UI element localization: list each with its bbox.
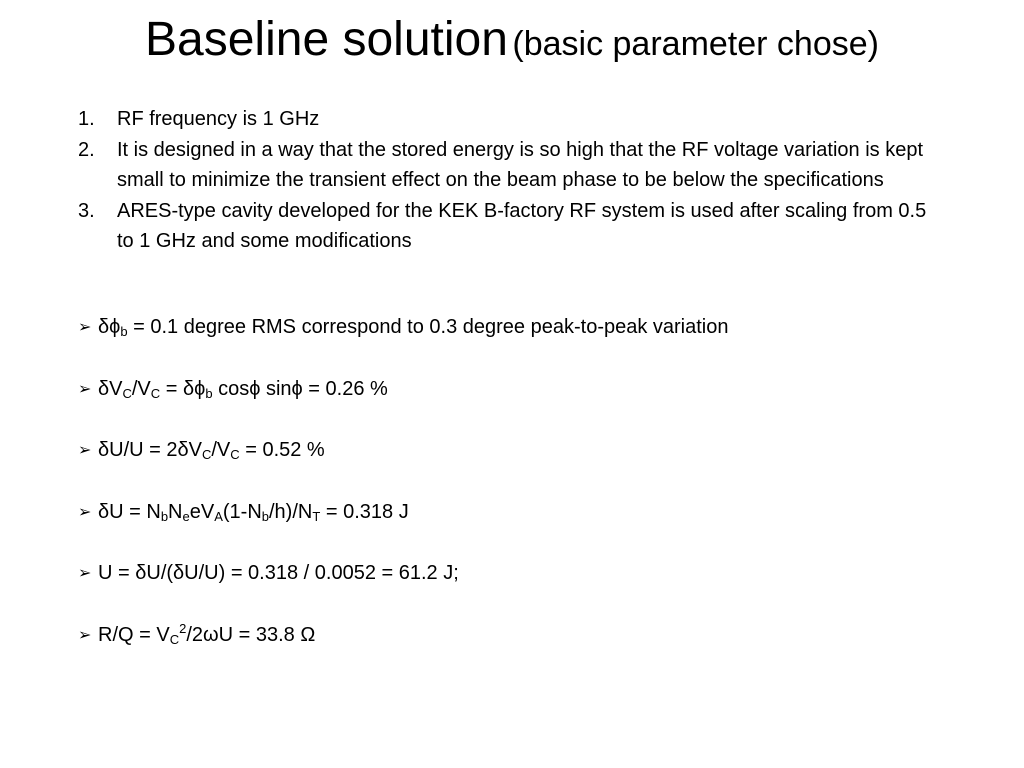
- formula-text: δU = N: [98, 500, 161, 523]
- subscript: C: [230, 447, 240, 462]
- formula-text: R/Q = V: [98, 623, 170, 646]
- numbered-item: [78, 135, 938, 196]
- arrow-bullet-icon: ➢: [78, 442, 92, 459]
- formula-text: N: [168, 500, 183, 523]
- formula-r-over-q: [78, 620, 978, 682]
- subscript: b: [261, 508, 269, 524]
- title-main: Baseline solution: [145, 13, 508, 66]
- numbered-item: [78, 104, 938, 135]
- formula-text: U = δU/(δU/U) = 0.318 / 0.0052 = 61.2 J;: [98, 562, 459, 584]
- title-subtitle: (basic parameter chose): [512, 25, 879, 63]
- formula-text: = 0.52 %: [239, 439, 325, 461]
- formula-text: /V: [211, 439, 231, 461]
- formula-text: δU/U = 2δV: [98, 439, 202, 461]
- arrow-bullet-icon: ➢: [78, 380, 92, 398]
- formula-energy-change: [78, 497, 978, 559]
- subscript: e: [182, 508, 190, 524]
- item-number: 2.: [78, 138, 95, 161]
- item-text: ARES-type cavity developed for the KEK B-factory RF system is used after scaling from 0.5 to 1 GHz and some modifications: [117, 199, 927, 252]
- formula-energy-ratio: [78, 435, 978, 497]
- arrow-bullet-icon: ➢: [78, 565, 92, 582]
- subscript: b: [160, 508, 169, 524]
- subscript: T: [312, 508, 321, 524]
- formula-text: = 0.1 degree RMS correspond to 0.3 degree peak-to-peak variation: [127, 316, 729, 338]
- formula-text: eV: [189, 500, 215, 523]
- formula-text: /V: [131, 377, 151, 400]
- subscript: A: [214, 508, 223, 524]
- formula-voltage-variation: [78, 374, 978, 436]
- formula-text: = 0.318 J: [320, 500, 409, 523]
- formula-list: [78, 312, 978, 681]
- numbered-list: [78, 104, 938, 257]
- superscript: 2: [179, 620, 187, 636]
- formula-stored-energy: [78, 558, 978, 620]
- subscript: C: [122, 385, 132, 401]
- subscript: C: [150, 385, 161, 401]
- arrow-bullet-icon: ➢: [78, 319, 92, 336]
- formula-phase-variation: [78, 312, 978, 374]
- item-text: RF frequency is 1 GHz: [117, 108, 320, 130]
- slide-title: [0, 14, 1024, 67]
- item-text: It is designed in a way that the stored energy is so high that the RF voltage variation is kept small to minimize the transient effect on the beam phase to be below the specifications: [117, 138, 924, 191]
- arrow-bullet-icon: ➢: [78, 503, 92, 521]
- formula-text: δV: [98, 377, 123, 400]
- subscript: C: [201, 447, 212, 462]
- subscript: b: [205, 385, 213, 401]
- formula-text: cosϕ sinϕ = 0.26 %: [212, 377, 388, 400]
- formula-text: δϕ: [98, 316, 121, 338]
- numbered-item: [78, 196, 938, 257]
- subscript: C: [169, 631, 180, 647]
- formula-text: = δϕ: [160, 377, 206, 400]
- formula-text: /h)/N: [269, 500, 313, 523]
- arrow-bullet-icon: ➢: [78, 626, 92, 644]
- subscript: b: [120, 324, 128, 339]
- item-number: 1.: [78, 108, 95, 130]
- formula-text: (1-N: [222, 500, 262, 523]
- item-number: 3.: [78, 199, 95, 222]
- formula-text: /2ωU = 33.8 Ω: [186, 623, 316, 646]
